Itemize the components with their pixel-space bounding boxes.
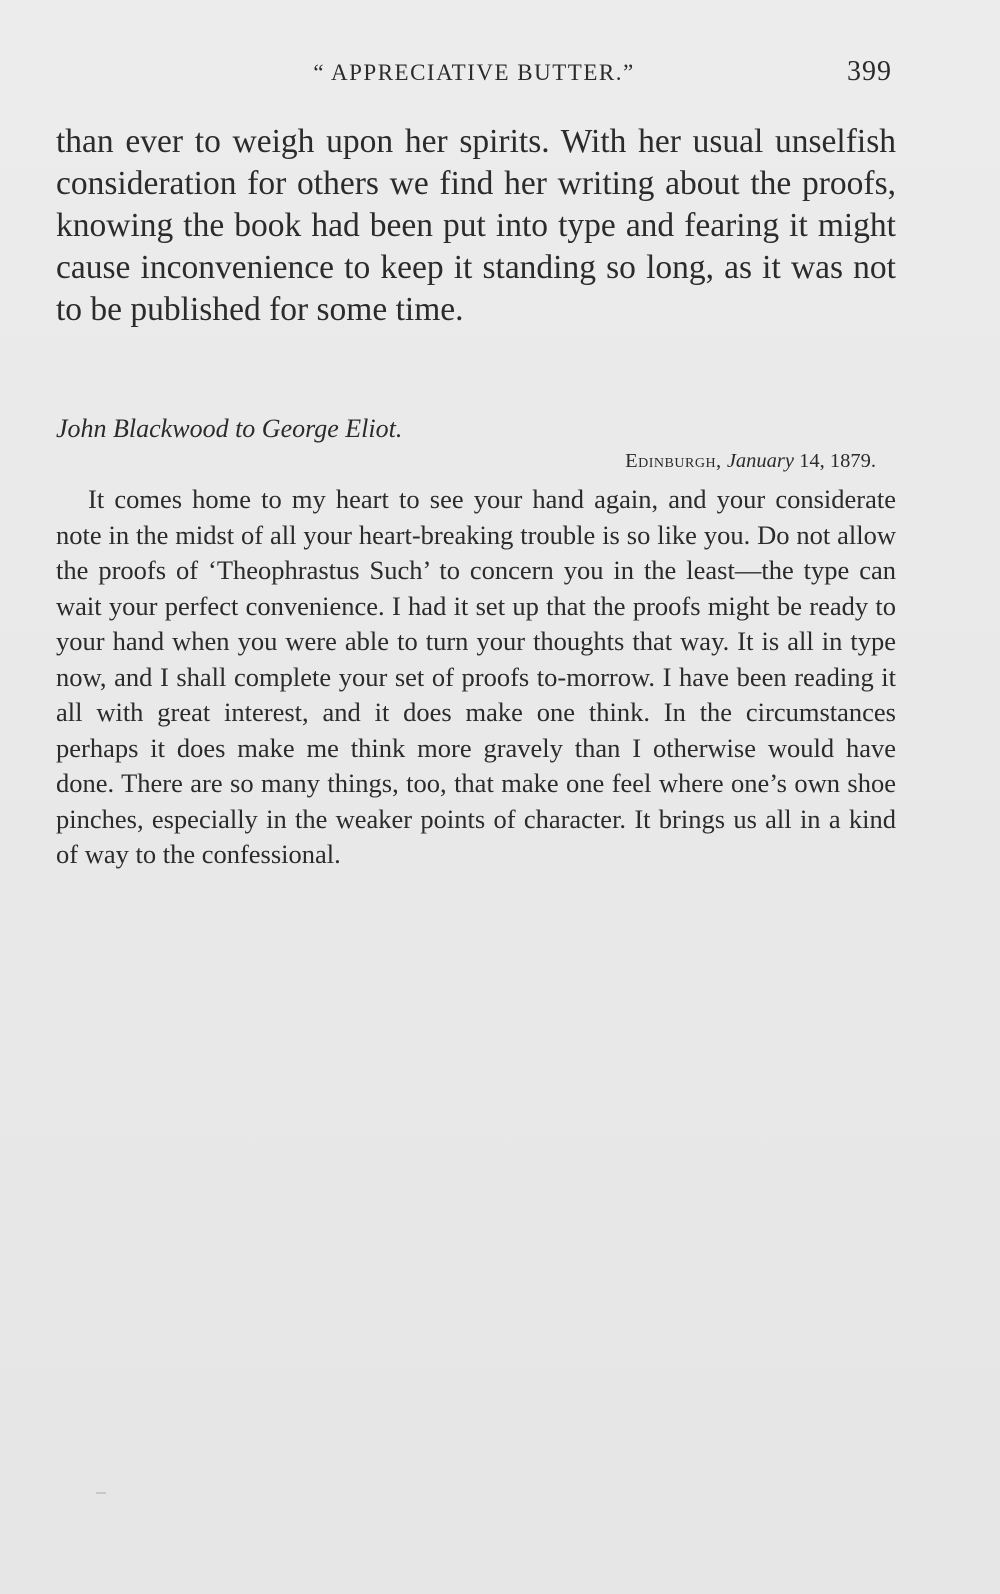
print-speck: [96, 1492, 106, 1494]
letter-body: It comes home to my heart to see your hand again, and your considerate note in the midst of all your heart-breaking trouble is so like you. Do not allow the proofs of ‘Theophrastus Such’ to concern you in the least—the type can wait your perfect convenience. I had it set up that the proofs might be ready to your hand when you were able to turn your thoughts that way. It is all in type now, and I shall complete your set of proofs to-morrow. I have been reading it all with great interest, and it does make one think. In the circumstances perhaps it does make me think more gravely than I otherwise would have done. There are so many things, too, that make one feel where one’s own shoe pinches, especially in the weaker points of character. It brings us all in a kind of way to the confessional.: [56, 484, 896, 869]
dateline-day-year: 14, 1879.: [799, 450, 876, 472]
running-head: [56, 56, 892, 92]
dateline-month: January: [726, 450, 794, 472]
dateline-place: Edinburgh,: [625, 450, 722, 472]
running-title: “ APPRECIATIVE BUTTER.”: [313, 60, 635, 85]
letter-heading: John Blackwood to George Eliot.: [56, 414, 403, 443]
narrative-paragraph: than ever to weigh upon her spirits. With her usual unselfish consideration for others we find her writing about the proofs, knowing the book had been put into type and fearing it might cause inconvenience to keep it standing so long, as it was not to be published for some time.: [56, 123, 896, 328]
page-number: 399: [847, 56, 892, 87]
letter-dateline: [625, 448, 876, 474]
